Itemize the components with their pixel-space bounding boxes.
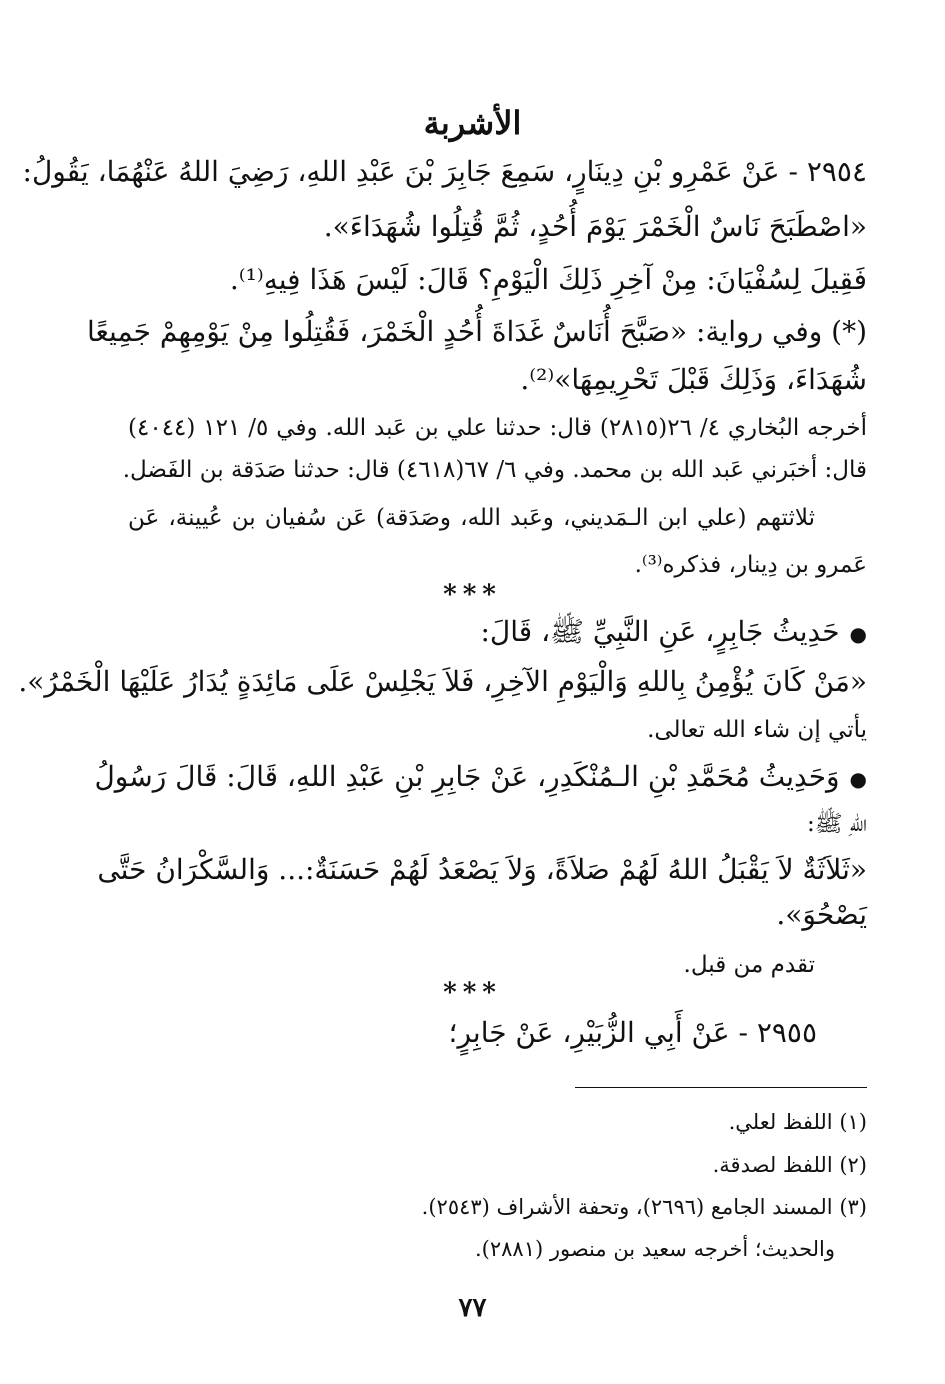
bullet-icon: ● xyxy=(849,622,867,646)
section-3-line-3: «ثَلاَثَةٌ لاَ يَقْبَلُ اللهُ لَهُمْ صَلاَةً، وَلاَ يَصْعَدُ لَهُمْ حَسَنَةٌ:... وَالسَّكْرَانُ حَتَّى xyxy=(97,853,867,886)
footnote-2: (٢) اللفظ لصدقة. xyxy=(712,1153,867,1177)
section-2-line-1 xyxy=(481,612,868,654)
section-3-line-4: يَصْحُوَ». xyxy=(776,898,867,931)
bullet-icon: ● xyxy=(849,767,867,791)
section-3-line-1 xyxy=(94,757,867,799)
section-2-line-1-text: حَدِيثُ جَابِرٍ، عَنِ النَّبِيِّ ﷺ، قَالَ: xyxy=(480,615,840,648)
section-3-line-5: تقدم من قبل. xyxy=(683,952,815,978)
page-number: ٧٧ xyxy=(458,1293,487,1323)
takhrij-line-3: ثلاثتهم (علي ابن الـمَديني، وعَبد الله، وصَدَقة) عَن سُفيان بن عُيينة، عَن xyxy=(128,505,815,531)
takhrij-line-4: عَمرو بن دِينار، فذكره⁽³⁾. xyxy=(634,552,867,578)
footnote-1: (١) اللفظ لعلي. xyxy=(728,1110,867,1134)
footnote-3-continued: والحديث؛ أخرجه سعيد بن منصور (٢٨٨١). xyxy=(474,1237,835,1261)
hadith-2955-line-1: ٢٩٥٥ - عَنْ أَبِي الزُّبَيْرِ، عَنْ جَابِرٍ؛ xyxy=(448,1016,817,1049)
section-3-line-1-text: وَحَدِيثُ مُحَمَّدِ بْنِ الـمُنْكَدِرِ، عَنْ جَابِرِ بْنِ عَبْدِ اللهِ، قَالَ: قَالَ رَسُولُ xyxy=(94,760,840,793)
section-3-line-2: اللهِ ﷺ: xyxy=(806,811,867,837)
separator-stars-2: *** xyxy=(443,978,502,1008)
hadith-2954-line-1: ٢٩٥٤ - عَنْ عَمْرِو بْنِ دِينَارٍ، سَمِعَ جَابِرَ بْنَ عَبْدِ اللهِ، رَضِيَ اللهُ عَنْهُمَا، يَقُولُ: xyxy=(22,155,867,188)
footnote-3: (٣) المسند الجامع (٢٦٩٦)، وتحفة الأشراف (٢٥٤٣). xyxy=(421,1195,867,1219)
takhrij-line-2: قال: أخبَرني عَبد الله بن محمد. وفي ٦/ ٦٧(٤٦١٨) قال: حدثنا صَدَقة بن الفَضل. xyxy=(122,457,867,483)
footnote-separator xyxy=(575,1087,867,1088)
hadith-2954-line-5: شُهَدَاءَ، وَذَلِكَ قَبْلَ تَحْرِيمِهَا»⁽²⁾. xyxy=(520,363,867,396)
hadith-2954-line-3: فَقِيلَ لِسُفْيَانَ: مِنْ آخِرِ ذَلِكَ الْيَوْمِ؟ قَالَ: لَيْسَ هَذَا فِيهِ⁽¹⁾. xyxy=(229,263,867,296)
section-2-line-3: يأتي إن شاء الله تعالى. xyxy=(647,717,867,743)
hadith-2954-line-2: «اصْطَبَحَ نَاسٌ الْخَمْرَ يَوْمَ أُحُدٍ، ثُمَّ قُتِلُوا شُهَدَاءَ». xyxy=(323,210,867,243)
takhrij-line-1: أخرجه البُخاري ٤/ ٢٦(٢٨١٥) قال: حدثنا علي بن عَبد الله. وفي ٥/ ١٢١ (٤٠٤٤) xyxy=(128,415,867,441)
hadith-2954-line-4: (*) وفي رواية: «صَبَّحَ أُنَاسٌ غَدَاةَ أُحُدٍ الْخَمْرَ، فَقُتِلُوا مِنْ يَوْمِهِمْ جَمِيعًا xyxy=(86,315,867,348)
section-2-line-2: «مَنْ كَانَ يُؤْمِنُ بِاللهِ وَالْيَوْمِ الآخِرِ، فَلاَ يَجْلِسْ عَلَى مَائِدَةٍ يُدَارُ عَلَيْهَا الْخَمْرُ». xyxy=(18,665,867,698)
chapter-title: الأشربة xyxy=(423,104,522,142)
separator-stars-1: *** xyxy=(443,580,502,610)
